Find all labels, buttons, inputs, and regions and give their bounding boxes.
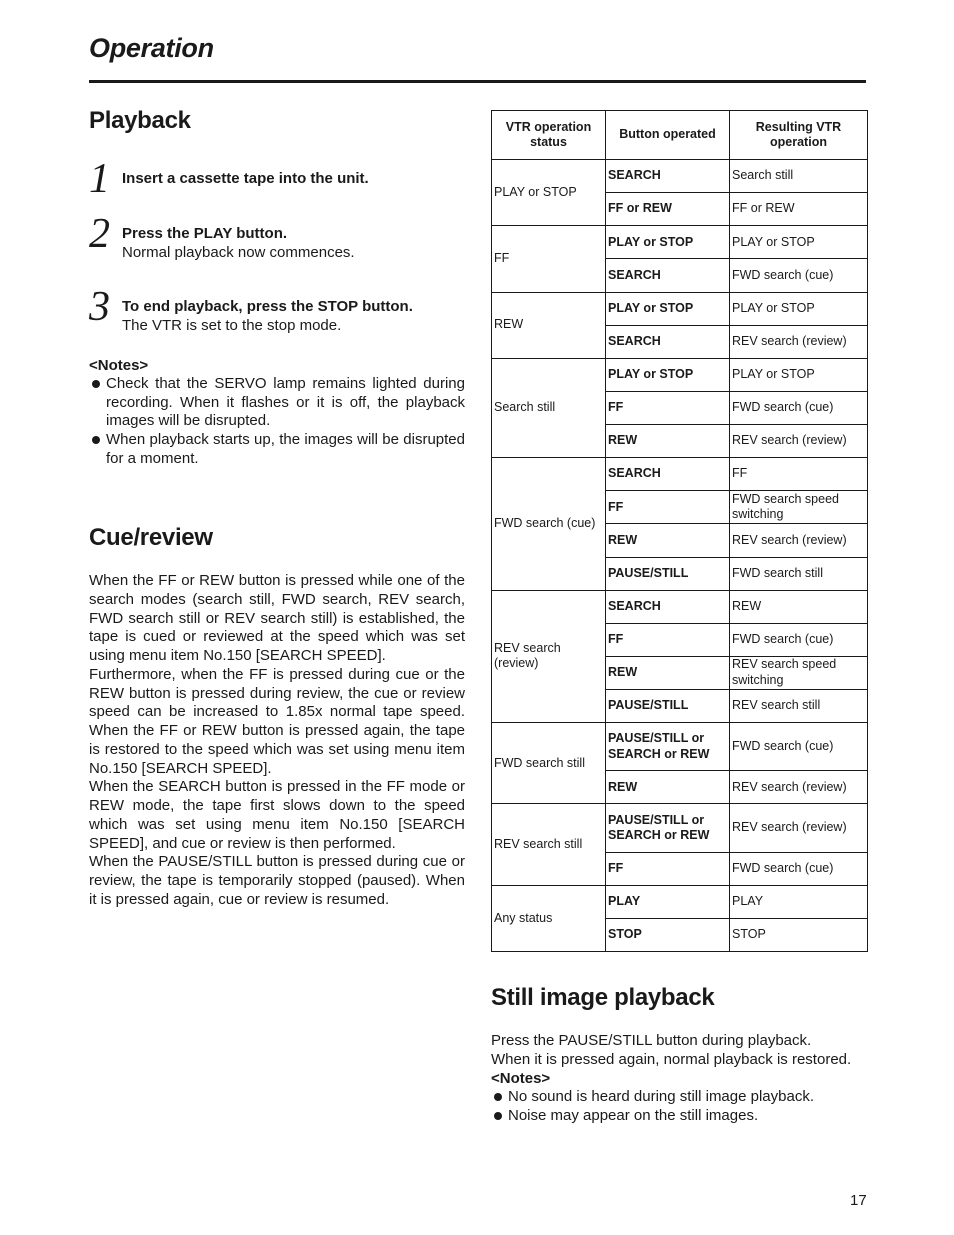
cue-review-heading: Cue/review [89,524,213,551]
table-row [492,292,868,325]
playback-heading: Playback [89,107,191,134]
vtr-status-cell: Any status [492,885,606,951]
paragraph: When the SEARCH button is pressed in the FF mode or REW mode, the tape first slows down to the speed which was set using menu item No.150 [SEARCH SPEED], and cue or review is then performed. [89,778,465,852]
vtr-status-cell: FWD search (cue) [492,458,606,591]
button-operated-cell: REW [606,425,730,458]
vtr-status-cell: REV search still [492,804,606,885]
paragraph: When it is pressed again, normal playback is restored. [491,1050,852,1068]
vtr-status-cell: PLAY or STOP [492,160,606,226]
button-operated-cell: PAUSE/STILL [606,690,730,723]
result-cell: FWD search speed switching [730,491,868,524]
button-operated-cell: FF [606,491,730,524]
result-cell: REV search still [730,690,868,723]
button-operated-cell: REW [606,771,730,804]
button-operated-cell: REW [606,656,730,689]
vtr-status-cell: Search still [492,358,606,457]
vtr-status-cell: FWD search still [492,723,606,804]
vtr-status-cell: FF [492,226,606,292]
button-operated-cell: SEARCH [606,590,730,623]
paragraph: When the FF or REW button is pressed while one of the search modes (search still, FWD search, REV search, FWD search still or REV search still) is established, the tape is cued or reviewed at the speed which was set using menu item No.150 [SEARCH SPEED]. [89,572,465,664]
step-number: 3 [89,284,110,330]
playback-notes-heading: <Notes> [89,357,149,374]
table-row [492,358,868,391]
step-title: Press the PLAY button. [122,225,288,242]
result-cell: REW [730,590,868,623]
result-cell: PLAY or STOP [730,226,868,259]
table-row [492,723,868,771]
table-row [492,226,868,259]
button-operated-cell: STOP [606,918,730,951]
result-cell: FWD search (cue) [730,852,868,885]
step-description: The VTR is set to the stop mode. [122,317,342,334]
paragraph: Press the PAUSE/STILL button during playback. [491,1032,812,1049]
result-cell: FF [730,458,868,491]
button-operated-cell: PAUSE/STILL or SEARCH or REW [606,723,730,771]
result-cell: Search still [730,160,868,193]
result-cell: FWD search still [730,557,868,590]
table-row [492,160,868,193]
step-title: To end playback, press the STOP button. [122,298,413,315]
paragraph: Furthermore, when the FF is pressed during cue or the REW button is pressed during review, the cue or review speed can be increased to 1.85x normal tape speed. When the FF or REW button is pressed again, the tape is restored to the speed which was set using menu item No.150 [SEARCH SPEED]. [89,665,465,777]
page-title: Operation [89,33,214,63]
result-cell: FWD search (cue) [730,391,868,424]
button-operated-cell: FF [606,852,730,885]
result-cell: PLAY or STOP [730,358,868,391]
button-operated-cell: FF [606,623,730,656]
button-operated-cell: PLAY or STOP [606,292,730,325]
button-operated-cell: SEARCH [606,325,730,358]
button-operated-cell: FF [606,391,730,424]
button-operated-cell: SEARCH [606,160,730,193]
button-operated-cell: PLAY or STOP [606,358,730,391]
button-operated-cell: PAUSE/STILL [606,557,730,590]
result-cell: REV search (review) [730,804,868,852]
button-operated-cell: SEARCH [606,259,730,292]
result-cell: FF or REW [730,193,868,226]
step-number: 2 [89,211,110,257]
table-body [492,160,868,952]
paragraph: When the PAUSE/STILL button is pressed during cue or review, the tape is temporarily stopped (paused). When it is pressed again, cue or review is resumed. [89,853,465,908]
note-item: Check that the SERVO lamp remains lighted during recording. When it flashes or it is off, the playback images will be disrupted. [89,375,465,431]
note-item: When playback starts up, the images will be disrupted for a moment. [89,431,465,468]
still-image-body [491,1032,871,1070]
result-cell: REV search (review) [730,425,868,458]
table-row [492,458,868,491]
result-cell: REV search (review) [730,524,868,557]
button-operated-cell: FF or REW [606,193,730,226]
result-cell: REV search (review) [730,771,868,804]
step-number: 1 [89,156,110,202]
result-cell: FWD search (cue) [730,723,868,771]
button-operated-cell: PLAY [606,885,730,918]
column-header: Button operated [606,111,730,160]
still-notes-list [491,1088,867,1125]
still-notes-heading: <Notes> [491,1070,551,1087]
vtr-status-cell: REV search (review) [492,590,606,723]
step-title: Insert a cassette tape into the unit. [122,170,369,187]
table-row [492,885,868,918]
result-cell: FWD search (cue) [730,623,868,656]
column-header: VTR operation status [492,111,606,160]
result-cell: STOP [730,918,868,951]
cue-review-body [89,572,465,910]
page-number: 17 [850,1192,867,1209]
result-cell: FWD search (cue) [730,259,868,292]
button-operated-cell: PAUSE/STILL or SEARCH or REW [606,804,730,852]
still-image-heading: Still image playback [491,984,715,1011]
playback-notes-list [89,375,465,469]
note-item: No sound is heard during still image playback. [491,1088,867,1107]
result-cell: REV search speed switching [730,656,868,689]
column-header: Resulting VTR operation [730,111,868,160]
table-header-row [492,111,868,160]
button-operation-table [491,110,868,952]
button-operated-cell: SEARCH [606,458,730,491]
table-row [492,590,868,623]
table-row [492,804,868,852]
button-operated-cell: REW [606,524,730,557]
note-item: Noise may appear on the still images. [491,1107,867,1126]
result-cell: REV search (review) [730,325,868,358]
step-description: Normal playback now commences. [122,244,355,261]
button-operated-cell: PLAY or STOP [606,226,730,259]
result-cell: PLAY or STOP [730,292,868,325]
header-rule [89,80,866,83]
vtr-status-cell: REW [492,292,606,358]
result-cell: PLAY [730,885,868,918]
